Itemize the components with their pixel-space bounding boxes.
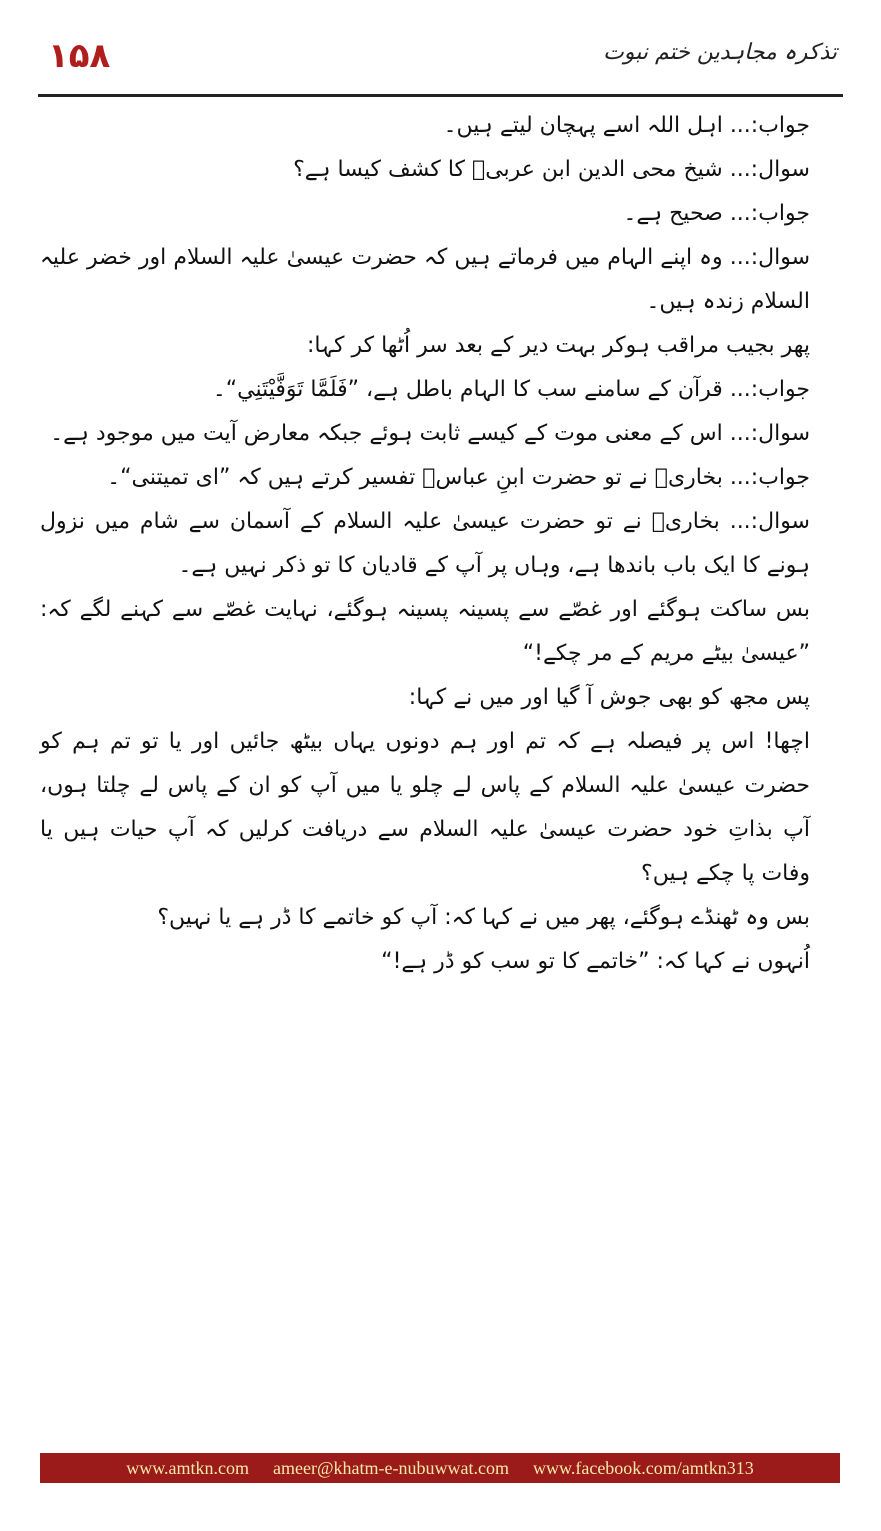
- page-number: ۱۵۸: [48, 36, 111, 76]
- paragraph: سوال:... وہ اپنے الہام میں فرماتے ہیں کہ حضرت عیسیٰ علیہ السلام اور خضر علیہ السلام زندہ ہیں۔: [40, 245, 810, 314]
- paragraph: سوال:... اس کے معنی موت کے کیسے ثابت ہوئے جبکہ معارض آیت میں موجود ہے۔: [50, 421, 810, 446]
- footer-website-link[interactable]: www.amtkn.com: [126, 1457, 250, 1478]
- paragraph: سوال:... بخاریؒ نے تو حضرت عیسیٰ علیہ السلام کے آسمان سے شام میں نزول ہونے کا ایک باب باندھا ہے، وہاں پر آپ کے قادیان کا تو ذکر نہیں ہے۔: [40, 509, 810, 578]
- paragraph: بس ساکت ہوگئے اور غصّے سے پسینہ پسینہ ہوگئے، نہایت غصّے سے کہنے لگے کہ: ”عیسیٰ بیٹے مریم کے مر چکے!“: [40, 597, 810, 666]
- footer-facebook-link[interactable]: www.facebook.com/amtkn313: [533, 1457, 754, 1478]
- header-divider: [38, 94, 843, 97]
- paragraph: اُنہوں نے کہا کہ: ”خاتمے کا تو سب کو ڈر ہے!“: [381, 949, 810, 974]
- paragraph: سوال:... شیخ محی الدین ابن عربیؒ کا کشف کیسا ہے؟: [293, 157, 810, 182]
- paragraph: جواب:... قرآن کے سامنے سب کا الہام باطل ہے، ”فَلَمَّا تَوَفَّيْتَنِي“۔: [212, 377, 810, 402]
- paragraph: جواب:... اہل اللہ اسے پہچان لیتے ہیں۔: [443, 113, 810, 138]
- footer-email-link[interactable]: ameer@khatm-e-nubuwwat.com: [273, 1457, 510, 1478]
- page-footer: [40, 1453, 840, 1483]
- paragraph: جواب:... بخاریؒ نے تو حضرت ابنِ عباسؓ تفسیر کرتے ہیں کہ ”ای تمیتنی“۔: [107, 465, 810, 490]
- paragraph: اچھا! اس پر فیصلہ ہے کہ تم اور ہم دونوں یہاں بیٹھ جائیں اور یا تو تم ہم کو حضرت عیسیٰ علیہ السلام کے پاس لے چلو یا میں آپ کو ان کے پاس لے چلتا ہوں، آپ بذاتِ خود حضرت عیسیٰ علیہ السلام سے دریافت کرلیں کہ آپ حیات ہیں یا وفات پا چکے ہیں؟: [40, 729, 810, 886]
- paragraph: پھر بجیب مراقب ہوکر بہت دیر کے بعد سر اُٹھا کر کہا:: [307, 333, 810, 358]
- page-header: [38, 30, 843, 92]
- paragraph: پس مجھ کو بھی جوش آ گیا اور میں نے کہا:: [408, 685, 810, 710]
- paragraph: بس وہ ٹھنڈے ہوگئے، پھر میں نے کہا کہ: آپ کو خاتمے کا ڈر ہے یا نہیں؟: [157, 905, 810, 930]
- book-title: تذکرہ مجاہدین ختم نبوت: [603, 40, 837, 65]
- paragraph: جواب:... صحیح ہے۔: [623, 201, 810, 226]
- page-body: [40, 104, 840, 984]
